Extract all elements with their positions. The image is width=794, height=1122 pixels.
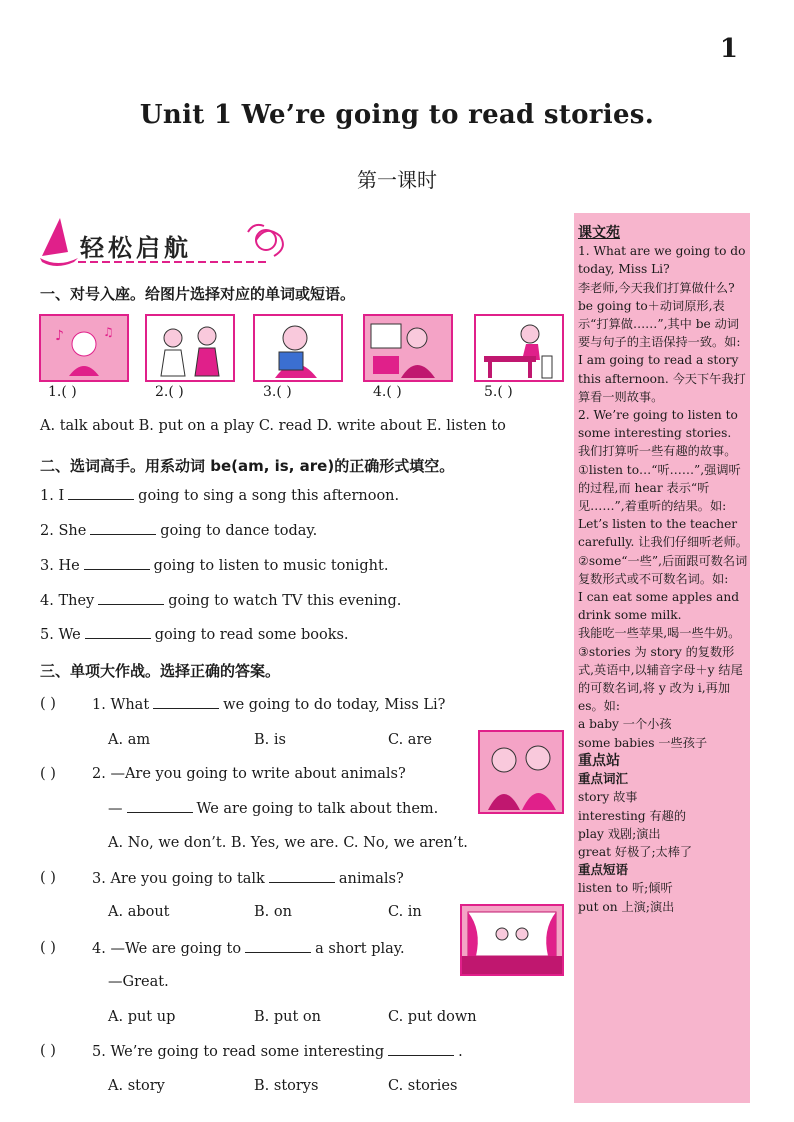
banner-title: 轻松启航 [80, 233, 192, 262]
pic-answer-5[interactable]: 5.( ) [484, 384, 513, 400]
note-p4: I am going to read a story this afternoon. 今天下午我打算看一则故事。 [578, 353, 746, 404]
note-p7: ①listen to…“听……”,强调听的过程,而 hear 表示“听见……”,着重听的结果。如: [578, 462, 741, 514]
fill-item-3: 3. He going to listen to music tonight. [40, 558, 389, 574]
q2-options[interactable]: A. No, we don’t. B. Yes, we are. C. No, we aren’t. [108, 835, 468, 851]
note-p2: 李老师,今天我们打算做什么? [578, 280, 735, 295]
pic-answer-1[interactable]: 1.( ) [48, 384, 77, 400]
q1-option-b[interactable]: B. is [254, 732, 286, 748]
note-p9: ②some“一些”,后面跟可数名词复数形式或不可数名词。如: [578, 553, 748, 586]
q4-option-a[interactable]: A. put up [108, 1009, 176, 1025]
q4-stem: 4. —We are going to a short play. [92, 941, 405, 957]
q1-paren[interactable]: ( ) [40, 696, 56, 712]
answer-blank[interactable] [84, 557, 150, 570]
q5-stem: 5. We’re going to read some interesting . [92, 1044, 463, 1060]
note-p12: ③stories 为 story 的复数形式,英语中,以辅音字母＋y 结尾的可数名词,将 y 改为 i,再加 es。如: [578, 644, 743, 714]
svg-text:♪: ♪ [55, 328, 64, 344]
picture-3 [253, 314, 343, 382]
sidebar-heading-2: 重点站 [578, 752, 620, 769]
pic-answer-4[interactable]: 4.( ) [373, 384, 402, 400]
notes-content [578, 224, 748, 916]
q1-option-a[interactable]: A. am [108, 732, 151, 748]
q4-paren[interactable]: ( ) [40, 940, 56, 956]
q2-picture [478, 730, 564, 814]
unit-title: Unit 1 We’re going to read stories. [139, 100, 655, 130]
q4-option-c[interactable]: C. put down [388, 1009, 477, 1025]
q1-stem: 1. What we going to do today, Miss Li? [92, 697, 446, 713]
phrase-item: put on 上演;演出 [578, 899, 675, 914]
picture-5 [474, 314, 564, 382]
note-p3: be going to＋动词原形,表示“打算做……”,其中 be 动词要与句子的主语保持一致。如: [578, 298, 741, 350]
phrase-heading: 重点短语 [578, 862, 629, 878]
note-p14: some babies 一些孩子 [578, 735, 708, 750]
q2-stem: 2. —Are you going to write about animals? [92, 766, 406, 782]
sidebar-heading: 课文苑 [578, 225, 620, 241]
note-p13: a baby 一个小孩 [578, 717, 672, 732]
vocab-item: story 故事 [578, 790, 638, 805]
lesson-subtitle: 第一课时 [357, 168, 437, 192]
q2-paren[interactable]: ( ) [40, 766, 56, 782]
picture-4 [363, 314, 453, 382]
answer-blank[interactable] [85, 626, 151, 639]
q3-option-a[interactable]: A. about [108, 904, 170, 920]
q4-option-b[interactable]: B. put on [254, 1009, 321, 1025]
q5-option-a[interactable]: A. story [108, 1078, 165, 1094]
section1-options: A. talk about B. put on a play C. read D. write about E. listen to [40, 418, 506, 434]
pic-answer-3[interactable]: 3.( ) [263, 384, 292, 400]
page-number: 1 [719, 34, 738, 64]
q3-paren[interactable]: ( ) [40, 870, 56, 886]
answer-blank[interactable] [90, 522, 156, 535]
phrase-item: listen to 听;倾听 [578, 881, 673, 896]
answer-blank [245, 940, 311, 953]
q2-stem-line2: — We are going to talk about them. [108, 801, 439, 817]
vocab-item: play 戏剧;演出 [578, 826, 661, 841]
q3-stem: 3. Are you going to talk animals? [92, 871, 404, 887]
q1-option-c[interactable]: C. are [388, 732, 432, 748]
q4-reply: —Great. [108, 974, 169, 990]
svg-text:♫: ♫ [103, 325, 114, 339]
answer-blank [269, 870, 335, 883]
q5-paren[interactable]: ( ) [40, 1043, 56, 1059]
section1-heading: 一、对号入座。给图片选择对应的单词或短语。 [40, 285, 356, 303]
q5-option-b[interactable]: B. storys [254, 1078, 319, 1094]
vocab-item: interesting 有趣的 [578, 808, 687, 823]
section2-heading: 二、选词高手。用系动词 be(am, is, are)的正确形式填空。 [40, 457, 455, 475]
note-p5: 2. We’re going to listen to some interesting stories. [578, 408, 738, 441]
pic-answer-2[interactable]: 2.( ) [155, 384, 184, 400]
fill-item-5: 5. We going to read some books. [40, 627, 349, 643]
answer-blank [127, 800, 193, 813]
vocab-heading: 重点词汇 [578, 771, 629, 787]
q4-picture-stage [460, 904, 564, 976]
note-p6: 我们打算听一些有趣的故事。 [578, 444, 737, 459]
fill-item-1: 1. I going to sing a song this afternoon. [40, 488, 400, 504]
answer-blank [153, 696, 219, 709]
fill-item-4: 4. They going to watch TV this evening. [40, 593, 402, 609]
note-p10: I can eat some apples and drink some milk. [578, 590, 740, 623]
note-p8: Let’s listen to the teacher carefully. 让我们仔细听老师。 [578, 517, 748, 550]
vocab-item: great 好极了;太棒了 [578, 844, 693, 859]
q3-option-c[interactable]: C. in [388, 904, 422, 920]
answer-blank[interactable] [68, 487, 134, 500]
picture-2 [145, 314, 235, 382]
answer-blank [388, 1043, 454, 1056]
fill-item-2: 2. She going to dance today. [40, 523, 318, 539]
q3-option-b[interactable]: B. on [254, 904, 292, 920]
note-p11: 我能吃一些苹果,喝一些牛奶。 [578, 626, 741, 641]
note-p1: 1. What are we going to do today, Miss Li? [578, 244, 746, 277]
q5-option-c[interactable]: C. stories [388, 1078, 458, 1094]
swirl-icon [248, 225, 283, 256]
answer-blank[interactable] [98, 592, 164, 605]
picture-1 [39, 314, 129, 382]
section3-heading: 三、单项大作战。选择正确的答案。 [40, 662, 281, 680]
sail-icon [42, 218, 68, 256]
